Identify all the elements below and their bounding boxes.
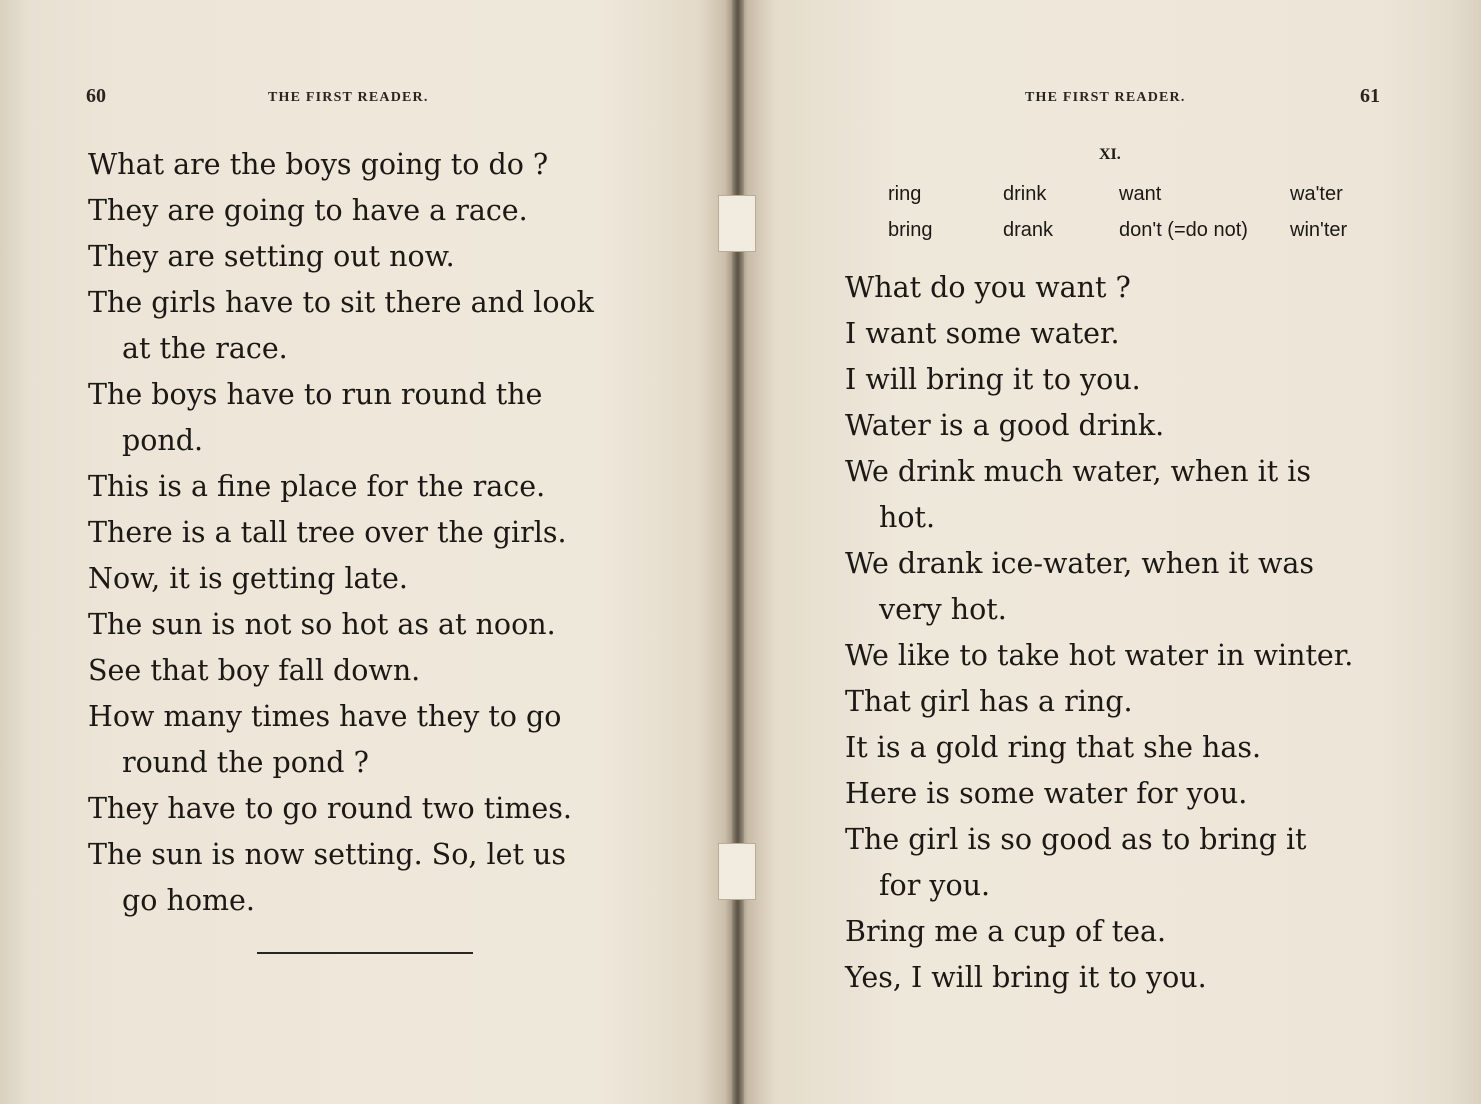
text-line: pond. [122,424,204,457]
text-line: We like to take hot water in winter. [845,639,1354,672]
text-line: I will bring it to you. [845,363,1141,396]
page-number-left: 60 [86,85,106,107]
text-line: There is a tall tree over the girls. [88,516,567,549]
running-head-left: THE FIRST READER. [268,90,429,105]
text-line: It is a gold ring that she has. [845,731,1262,764]
vocabulary-list [885,183,1365,255]
vocabulary-row [885,219,1365,255]
text-line: How many times have they to go [88,700,562,733]
vocabulary-word: drink [1003,183,1047,205]
vocabulary-word: bring [888,219,933,241]
text-line: We drink much water, when it is [845,455,1312,488]
vocabulary-word: want [1119,183,1162,205]
text-line: The girl is so good as to bring it [845,823,1307,856]
text-line: round the pond ? [122,746,369,779]
section-divider [257,952,473,954]
vocabulary-word: don't (=do not) [1119,219,1248,241]
text-line: The sun is now setting. So, let us [88,838,566,871]
vocabulary-word: wa'ter [1290,183,1343,205]
right-page-text [845,265,1405,1001]
text-line: hot. [879,501,936,534]
left-page [0,0,735,1104]
text-line: They have to go round two times. [88,792,572,825]
vocabulary-row [885,183,1365,219]
text-line: They are going to have a race. [88,194,528,227]
text-line: Bring me a cup of tea. [845,915,1167,948]
vocabulary-word: win'ter [1290,219,1348,241]
page-number-right: 61 [1360,85,1380,107]
text-line: Here is some water for you. [845,777,1248,810]
text-line: See that boy fall down. [88,654,421,687]
text-line: Now, it is getting late. [88,562,408,595]
text-line: That girl has a ring. [845,685,1133,718]
vocabulary-word: drank [1003,219,1054,241]
text-line: at the race. [122,332,288,365]
text-line: for you. [879,869,991,902]
right-page [745,0,1481,1104]
text-line: What are the boys going to do ? [88,148,549,181]
text-line: We drank ice-water, when it was [845,547,1314,580]
text-line: Water is a good drink. [845,409,1165,442]
text-line: What do you want ? [845,271,1131,304]
vocabulary-word: ring [888,183,922,205]
text-line: I want some water. [845,317,1120,350]
text-line: This is a fine place for the race. [88,470,546,503]
text-line: very hot. [879,593,1007,626]
text-line: The girls have to sit there and look [88,286,594,319]
left-page-text [88,142,648,924]
text-line: Yes, I will bring it to you. [845,961,1207,994]
text-line: The sun is not so hot as at noon. [88,608,556,641]
running-head-right: THE FIRST READER. [1025,90,1186,105]
text-line: They are setting out now. [88,240,455,273]
section-number: XI. [1099,146,1121,163]
text-line: go home. [122,884,255,917]
text-line: The boys have to run round the [88,378,543,411]
